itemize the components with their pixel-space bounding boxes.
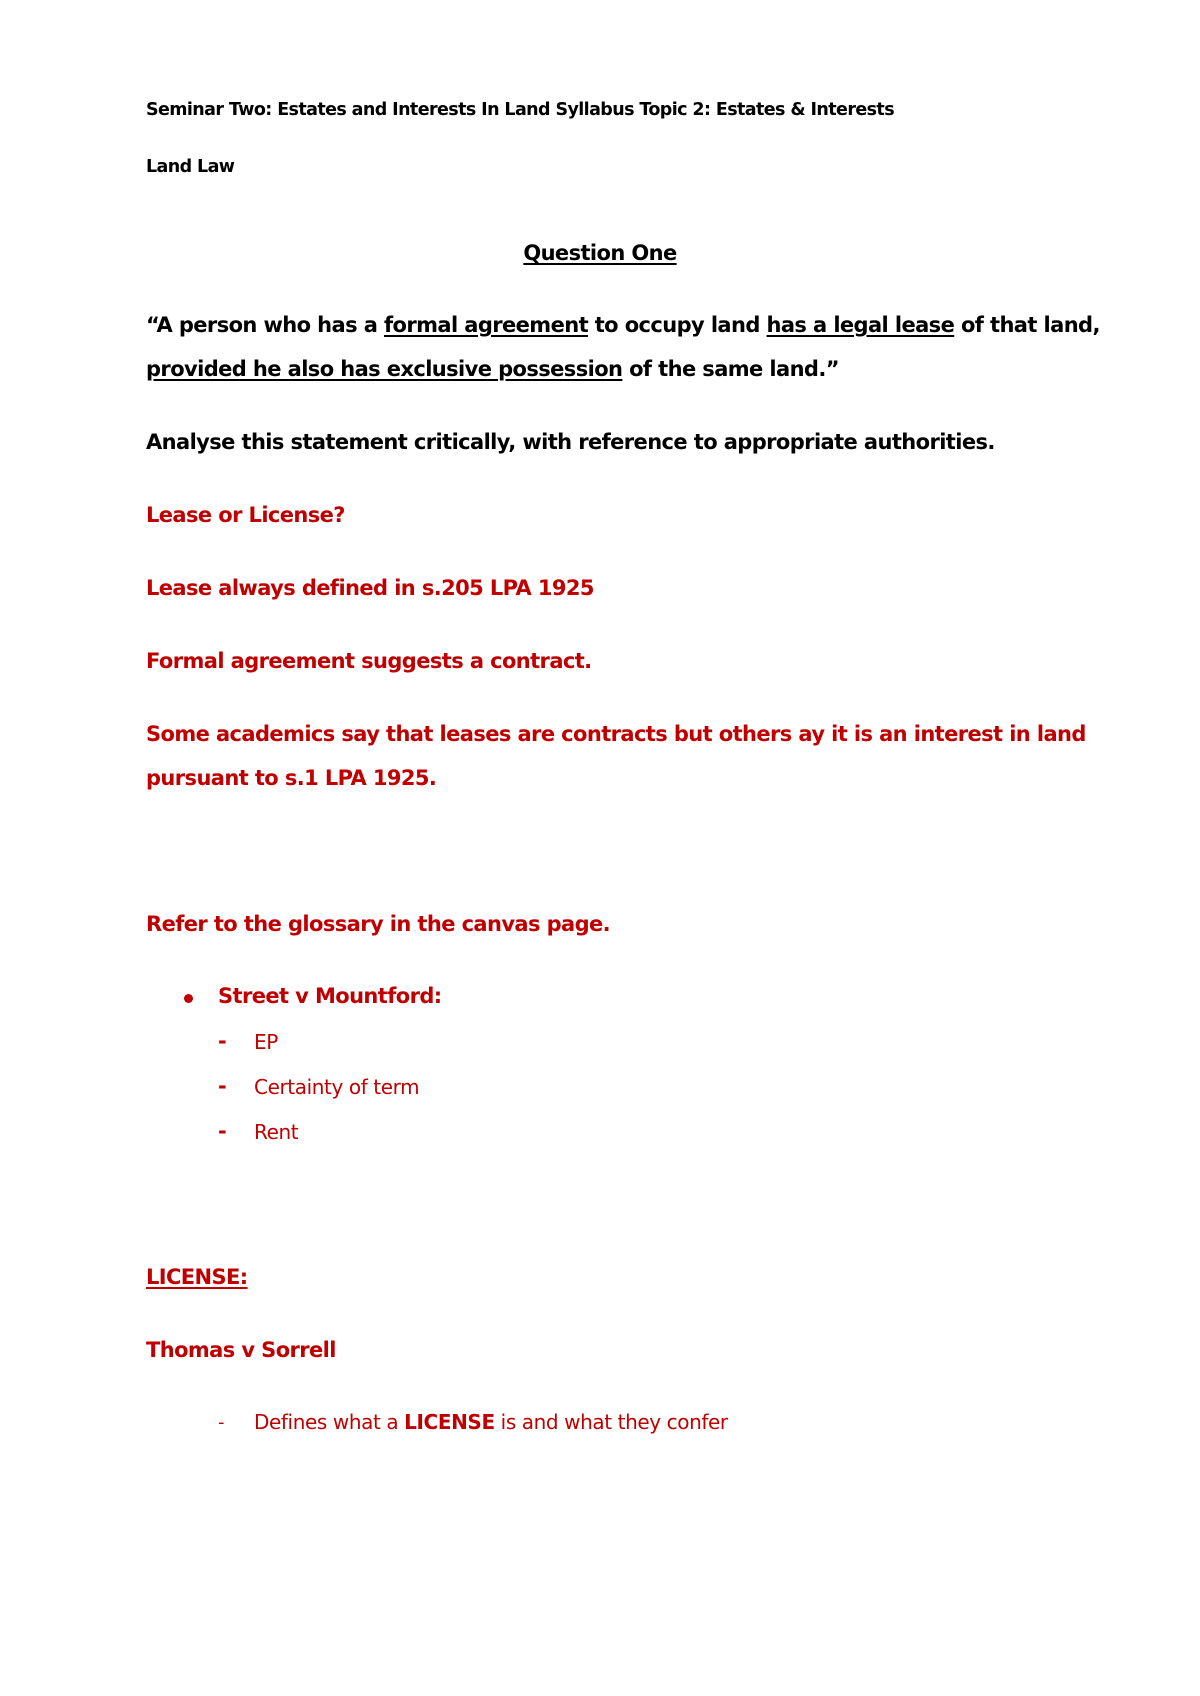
quote-line-1 <box>146 313 1100 337</box>
subject-label: Land Law <box>146 157 235 177</box>
quote-part: “A person who has a <box>146 313 384 337</box>
bullet-icon <box>184 994 193 1003</box>
note-lease-defined: Lease always defined in s.205 LPA 1925 <box>146 576 594 600</box>
license-definition-item <box>254 1410 728 1434</box>
dash-icon: - <box>218 1074 227 1098</box>
dash-icon: - <box>218 1029 227 1053</box>
license-item-suffix: is and what they confer <box>494 1410 728 1434</box>
street-item-certainty: Certainty of term <box>254 1075 420 1099</box>
question-heading <box>0 241 1200 265</box>
case-thomas-v-sorrell: Thomas v Sorrell <box>146 1338 336 1362</box>
question-instruction: Analyse this statement critically, with reference to appropriate authorities. <box>146 430 995 454</box>
quote-underlined-legal-lease: has a legal lease <box>766 313 955 337</box>
license-heading-text: LICENSE: <box>146 1265 248 1289</box>
quote-line-2 <box>146 357 839 381</box>
street-item-ep: EP <box>254 1030 278 1054</box>
quote-underlined-formal-agreement: formal agreement <box>383 313 589 337</box>
note-academics-line-1: Some academics say that leases are contracts but others ay it is an interest in land <box>146 722 1086 746</box>
dash-icon: - <box>218 1119 227 1143</box>
quote-part: to occupy land <box>588 313 767 337</box>
note-formal-agreement: Formal agreement suggests a contract. <box>146 649 592 673</box>
quote-underlined-exclusive-possession: provided he also has exclusive possession <box>146 357 623 381</box>
question-heading-text: Question One <box>523 241 677 265</box>
case-street-v-mountford: Street v Mountford: <box>218 984 442 1008</box>
quote-part: of that land, <box>954 313 1100 337</box>
license-item-bold: LICENSE <box>404 1410 495 1434</box>
street-item-rent: Rent <box>254 1120 299 1144</box>
license-item-prefix: Defines what a <box>254 1410 405 1434</box>
note-lease-or-license: Lease or License? <box>146 503 345 527</box>
license-heading <box>146 1265 248 1289</box>
note-academics-line-2: pursuant to s.1 LPA 1925. <box>146 766 437 790</box>
document-title: Seminar Two: Estates and Interests In Land Syllabus Topic 2: Estates & Interests <box>146 100 895 120</box>
note-glossary: Refer to the glossary in the canvas page. <box>146 912 611 936</box>
quote-part: of the same land.” <box>622 357 839 381</box>
dash-icon: - <box>218 1412 225 1433</box>
